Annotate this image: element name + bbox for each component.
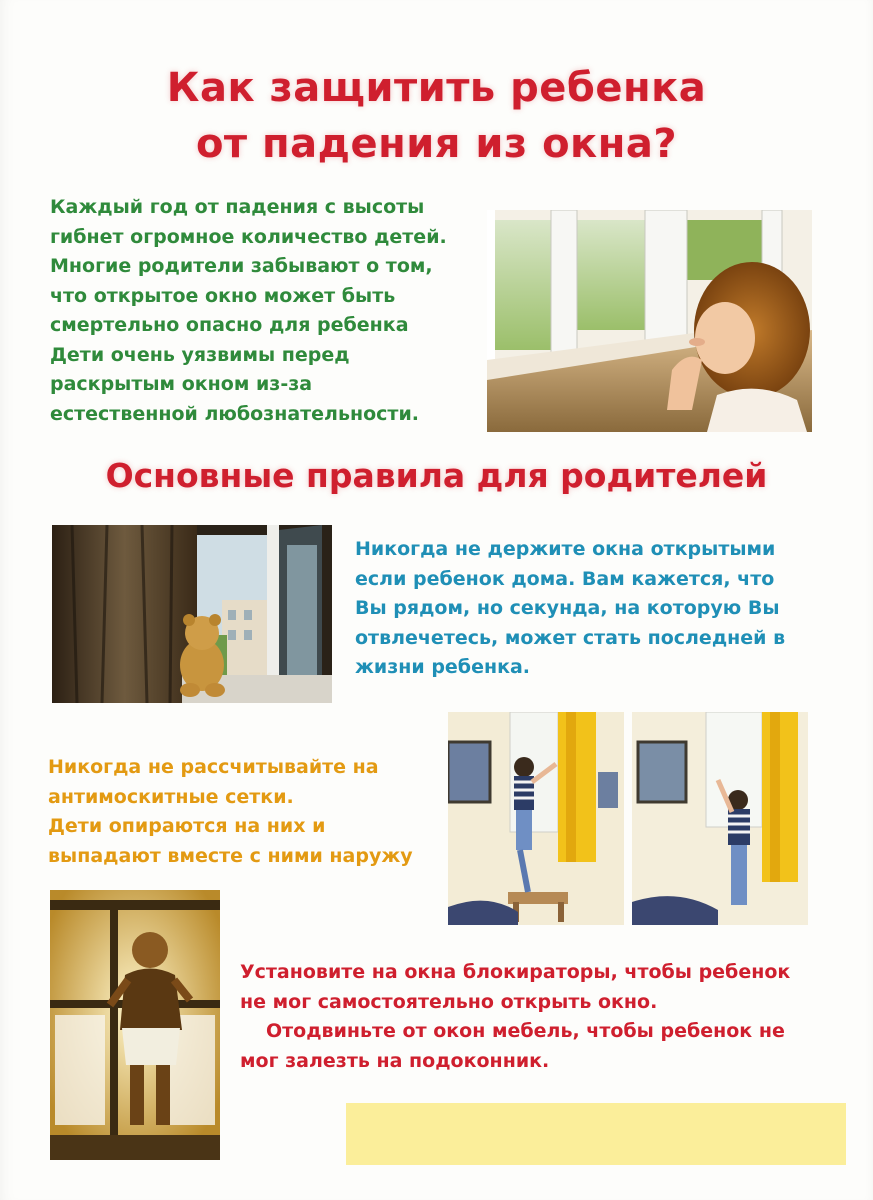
rule-line: жизни ребенка.	[355, 656, 531, 678]
intro-line: раскрытым окном из-за	[50, 373, 313, 395]
intro-line: смертельно опасно для ребенка	[50, 314, 409, 336]
rule-line: Дети опираются на них и	[48, 815, 326, 837]
child-climbing-window-photo	[448, 712, 808, 925]
intro-line: гибнет огромное количество детей.	[50, 225, 447, 248]
intro-line: Дети очень уязвимы перед	[50, 343, 350, 366]
rule-mosquito-nets	[48, 753, 413, 871]
rule-line: отвлечетесь, может стать последней в	[355, 626, 786, 649]
girl-at-window-photo	[487, 210, 812, 432]
rule-line: Никогда не держите окна открытыми	[355, 538, 776, 560]
rule-window-blockers	[240, 958, 790, 1076]
intro-line: естественной любознательности.	[50, 402, 419, 425]
rule-line: Никогда не рассчитывайте на	[48, 756, 379, 778]
rule-line: Вы рядом, но секунда, на которую Вы	[355, 597, 780, 619]
rule-line: если ребенок дома. Вам кажется, что	[355, 567, 775, 590]
rule-line: не мог самостоятельно открыть окно.	[240, 990, 658, 1013]
rule-line: антимоскитные сетки.	[48, 785, 294, 808]
intro-text	[50, 193, 470, 429]
rule-line: выпадают вместе с ними наружу	[48, 844, 413, 867]
yellow-highlight-band	[346, 1103, 846, 1165]
intro-line: Многие родители забывают о том,	[50, 255, 433, 277]
intro-line: что открытое окно может быть	[50, 284, 396, 307]
page-title-line-1: Как защитить ребенка	[166, 65, 707, 111]
rule-line: Установите на окна блокираторы, чтобы ребенок	[240, 961, 791, 983]
rule-line: мог залезть на подоконник.	[240, 1049, 550, 1072]
page-title-line-2: от падения из окна?	[195, 121, 678, 167]
section-title: Основные правила для родителей	[105, 456, 768, 495]
rule-keep-windows-closed	[355, 535, 785, 683]
teddy-bear-window-photo	[52, 525, 332, 703]
rule-line: Отодвиньте от окон мебель, чтобы ребенок не	[266, 1020, 785, 1042]
toddler-at-window-photo	[50, 890, 220, 1160]
intro-line: Каждый год от падения с высоты	[50, 196, 425, 218]
